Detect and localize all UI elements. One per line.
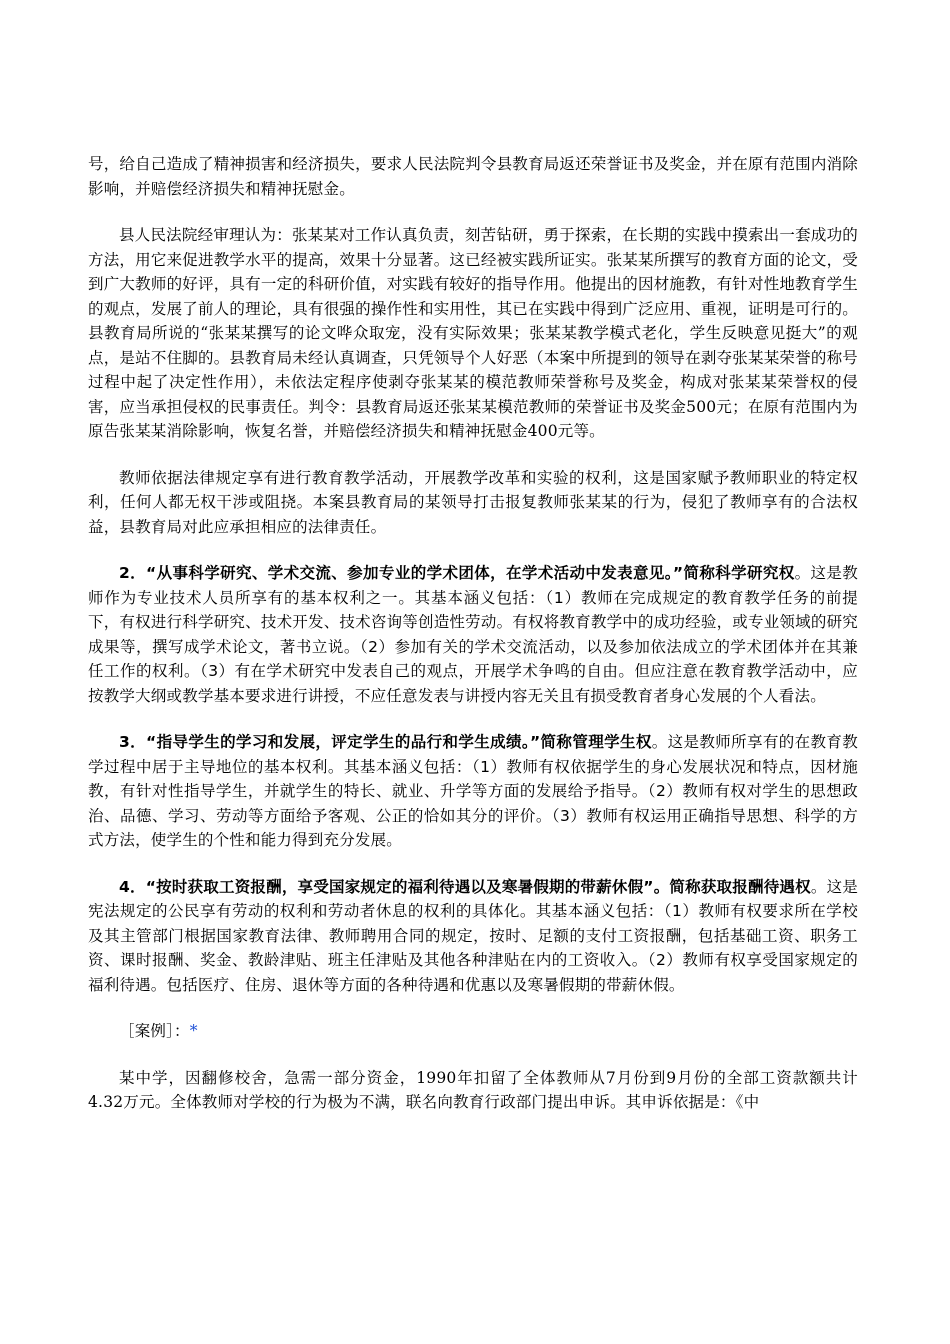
paragraph-teacher-rights-analysis: 教师依据法律规定享有进行教育教学活动，开展教学改革和实验的权利，这是国家赋予教师职业的特定权利，任何人都无权干涉或阻挠。本案县教育局的某领导打击报复教师张某某的行为，侵犯了教师享有的合法权益，县教育局对此应承担相应的法律责任。 bbox=[88, 468, 858, 536]
paragraph-court-ruling: 县人民法院经审理认为：张某某对工作认真负责，刻苦钻研，勇于探索，在长期的实践中摸索出一套成功的方法，用它来促进教学水平的提高，效果十分显著。这已经被实践所证实。张某某所撰写的教育方面的论文，受到广大教师的好评，具有一定的科研价值，对实践有较好的指导作用。他提出的因材施教，有针对性地教育学生的观点，发展了前人的理论，具有很强的操作性和实用性，其已在实践中得到广泛应用、重视，证明是可行的。县教育局所说的“张某某撰写的论文哗众取宠，没有实际效果；张某某教学模式老化，学生反映意见挺大”的观点，是站不住脚的。县教育局未经认真调查，只凭领导个人好恶（本案中所提到的领导在剥夺张某某荣誉的称号过程中起了决定性作用），未依法定程序使剥夺张某某的模范教师荣誉称号及奖金，构成对张某某荣誉权的侵害，应当承担侵权的民事责任。判令：县教育局返还张某某模范教师的荣誉证书及奖金500元；在原有范围内为原告张某某消除影响，恢复名誉，并赔偿经济损失和精神抚慰金400元等。 bbox=[88, 226, 858, 440]
paragraph-case-description: 某中学，因翻修校舍，急需一部分资金，1990年扣留了全体教师从7月份到9月份的全部工资款额共计4.32万元。全体教师对学校的行为极为不满，联名向教育行政部门提出申诉。其申诉依据是：《中 bbox=[88, 1068, 858, 1111]
heading-research-right: 2．“从事科学研究、学术交流、参加专业的学术团体，在学术活动中发表意见。”简称科学研究权 bbox=[119, 564, 795, 582]
text-student-management-right: 。这是教师所享有的在教育教学过程中居于主导地位的基本权利。其基本涵义包括：（1）教师有权依据学生的身心发展状况和特点，因材施教，有针对性指导学生，并就学生的特长、就业、升学等方面的发展给予指导。（2）教师有权对学生的思想政治、品德、学习、劳动等方面给予客观、公正的恰如其分的评价。（3）教师有权运用正确指导思想、科学的方式方法，使学生的个性和能力得到充分发展。 bbox=[88, 733, 858, 849]
paragraph-research-right bbox=[88, 561, 858, 708]
case-label: ［案例］： bbox=[119, 1022, 190, 1040]
document-body bbox=[88, 152, 858, 1135]
paragraph-case-label bbox=[88, 1019, 858, 1044]
text-remuneration-right: 。这是宪法规定的公民享有劳动的权利和劳动者休息的权利的具体化。其基本涵义包括：（1）教师有权要求所在学校及其主管部门根据国家教育法律、教师聘用合同的规定，按时、足额的支付工资报酬，包括基础工资、职务工资、课时报酬、奖金、教龄津贴、班主任津贴及其他各种津贴在内的工资收入。（2）教师有权享受国家规定的福利待遇。包括医疗、住房、退休等方面的各种待遇和优惠以及寒暑假期的带薪休假。 bbox=[88, 877, 858, 994]
heading-student-management-right: 3．“指导学生的学习和发展，评定学生的品行和学生成绩。”简称管理学生权 bbox=[119, 733, 652, 751]
case-star-marker: * bbox=[189, 1022, 198, 1040]
paragraph-lawsuit-claim: 号，给自己造成了精神损害和经济损失，要求人民法院判令县教育局返还荣誉证书及奖金，并在原有范围内消除影响，并赔偿经济损失和精神抚慰金。 bbox=[88, 155, 858, 198]
heading-remuneration-right: 4．“按时获取工资报酬，享受国家规定的福利待遇以及寒暑假期的带薪休假”。简称获取报酬待遇权 bbox=[119, 877, 811, 896]
text-research-right: 。这是教师作为专业技术人员所享有的基本权利之一。其基本涵义包括：（1）教师在完成规定的教育教学任务的前提下，有权进行科学研究、技术开发、技术咨询等创造性劳动。有权将教育教学中的成功经验，或专业领域的研究成果等，撰写成学术论文，著书立说。（2）参加有关的学术交流活动，以及参加依法成立的学术团体并在其兼任工作的权利。（3）有在学术研究中发表自己的观点，开展学术争鸣的自由。但应注意在教育教学活动中，应按教学大纲或教学基本要求进行讲授，不应任意发表与讲授内容无关且有损受教育者身心发展的个人看法。 bbox=[88, 564, 858, 705]
paragraph-student-management-right bbox=[88, 730, 858, 853]
paragraph-remuneration-right bbox=[88, 875, 858, 998]
